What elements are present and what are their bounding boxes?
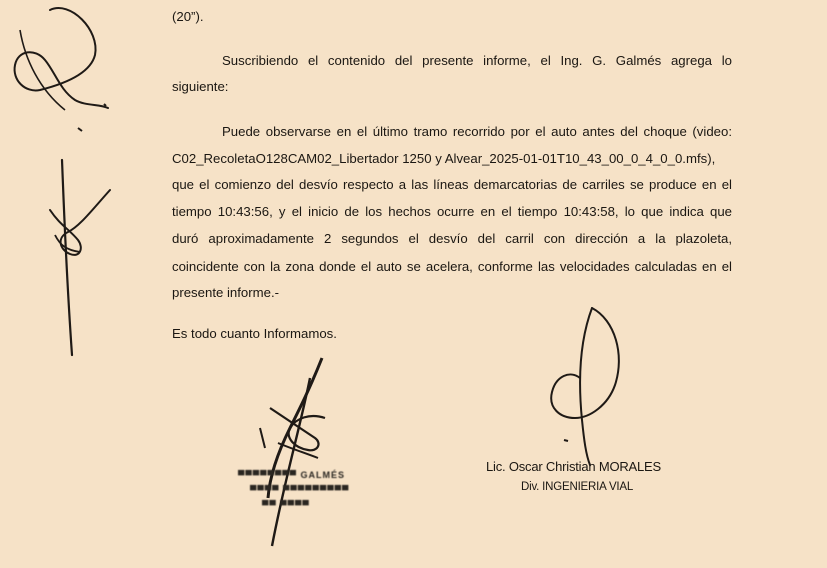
text-line-7: tiempo 10:43:56, y el inicio de los hechos ocurre en el tiempo 10:43:58, lo que indica que (172, 204, 732, 219)
text-line-3: siguiente: (172, 79, 229, 94)
text-line-8: duró aproximadamente 2 segundos el desvío del carril con dirección a la plazoleta, (172, 231, 732, 246)
text-line-4: Puede observarse en el último tramo recorrido por el auto antes del choque (video: (222, 124, 732, 139)
stamp-line-2: ▀▀▀▀ ▀▀▀▀▀▀▀▀▀ (250, 485, 350, 495)
text-line-6: que el comienzo del desvío respecto a las líneas demarcatorias de carriles se produce en el (172, 177, 732, 192)
signer-name: Lic. Oscar Christian MORALES (486, 459, 662, 474)
text-line-10: presente informe.- (172, 285, 280, 300)
text-line-9: coincidente con la zona donde el auto se acelera, conforme las velocidades calculadas en el (172, 259, 732, 274)
margin-signature-bottom (0, 150, 120, 370)
morales-signature (520, 300, 640, 460)
stamp-line-1: ▀▀▀▀▀▀▀▀ GALMÉS (238, 470, 346, 480)
text-line-2: Suscribiendo el contenido del presente informe, el Ing. G. Galmés agrega lo (222, 53, 732, 68)
text-line-5: C02_RecoletaO128CAM02_Libertador 1250 y Alvear_2025-01-01T10_43_00_0_4_0_0.mfs), (172, 151, 716, 166)
text-line-1: (20”). (172, 9, 204, 24)
galmes-signature (230, 348, 370, 548)
text-line-11: Es todo cuanto Informamos. (172, 326, 337, 341)
stamp-line-3: ▀▀ ▀▀▀▀ (262, 500, 310, 510)
signer-division: Div. INGENIERIA VIAL (521, 481, 634, 493)
